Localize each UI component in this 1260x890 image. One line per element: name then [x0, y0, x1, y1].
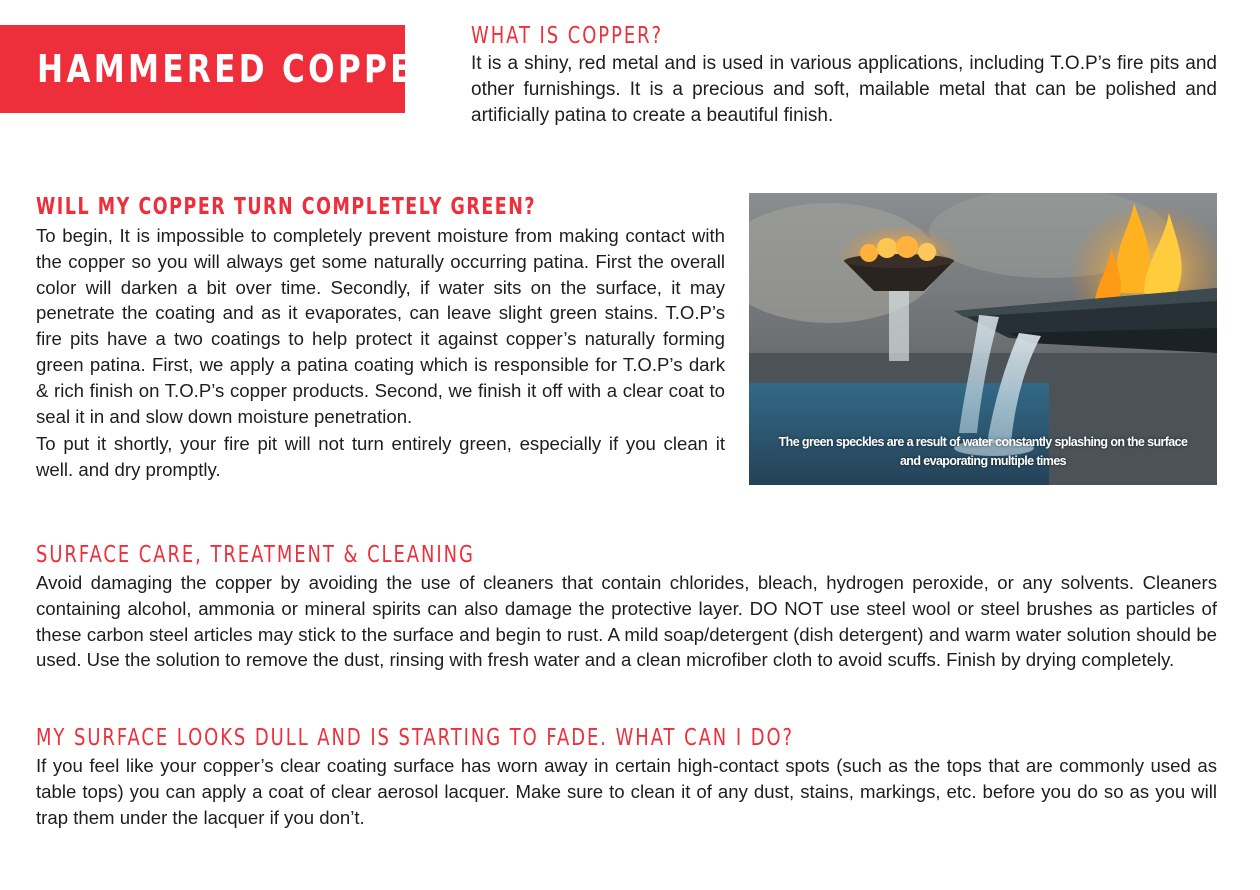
- paragraph-turn-green-1: To begin, It is impossible to completely prevent moisture from making contact with the copper so you will always get some naturally occurring patina. First the overall color will darken a bit over time. Secondly, if water sits on the surface, it may penetrate the coating and as it evaporates, can leave slight green stains. T.O.P’s fire pits have a two coatings to help protect it against copper’s naturally forming green patina. First, we apply a patina coating which is responsible for T.O.P’s dark & rich finish on T.O.P’s copper products. Second, we finish it off with a clear coat to seal it in and slow down moisture penetration.: [36, 225, 725, 427]
- photo-caption-line-2: and evaporating multiple times: [899, 454, 1067, 468]
- section-surface-care: [36, 541, 1217, 673]
- paragraph-surface-care: Avoid damaging the copper by avoiding the use of cleaners that contain chlorides, bleach, hydrogen peroxide, or any solvents. Cleaners containing alcohol, ammonia or mineral spirits can also damage the protective layer. DO NOT use steel wool or steel brushes as particles of these carbon steel articles may stick to the surface and begin to rust. A mild soap/detergent (dish detergent) and warm water solution should be used. Use the solution to remove the dust, rinsing with fresh water and a clean microfiber cloth to avoid scuffs. Finish by drying completely.: [36, 572, 1217, 671]
- paragraph-turn-green-2: To put it shortly, your fire pit will not turn entirely green, especially if you clean it well. and dry promptly.: [36, 433, 725, 481]
- heading-dull-surface: MY SURFACE LOOKS DULL AND IS STARTING TO FADE. WHAT CAN I DO?: [36, 725, 795, 751]
- section-dull-surface: [36, 724, 1217, 830]
- fire-pit-photo: [749, 193, 1217, 485]
- heading-turn-green: WILL MY COPPER TURN COMPLETELY GREEN?: [36, 194, 537, 220]
- title-banner: [0, 25, 443, 113]
- section-turn-green: [36, 193, 725, 483]
- photo-caption-line-1: The green speckles are a result of water constantly splashing on the surface: [778, 435, 1188, 449]
- page-title: HAMMERED COPPER: [37, 47, 443, 91]
- heading-what-is-copper: WHAT IS COPPER?: [471, 23, 664, 49]
- paragraph-dull-surface: If you feel like your copper’s clear coating surface has worn away in certain high-contact spots (such as the tops that are commonly used as table tops) you can apply a coat of clear aerosol lacquer. Make sure to clean it of any dust, stains, markings, etc. before you do so as you will trap them under the lacquer if you don’t.: [36, 755, 1217, 828]
- photo-caption: [749, 433, 1217, 471]
- heading-surface-care: SURFACE CARE, TREATMENT & CLEANING: [36, 542, 475, 568]
- paragraph-what-is-copper: It is a shiny, red metal and is used in various applications, including T.O.P’s fire pits and other furnishings. It is a precious and soft, mailable metal that can be polished and artificially patina to create a beautiful finish.: [471, 53, 1217, 126]
- section-what-is-copper: [471, 22, 1217, 128]
